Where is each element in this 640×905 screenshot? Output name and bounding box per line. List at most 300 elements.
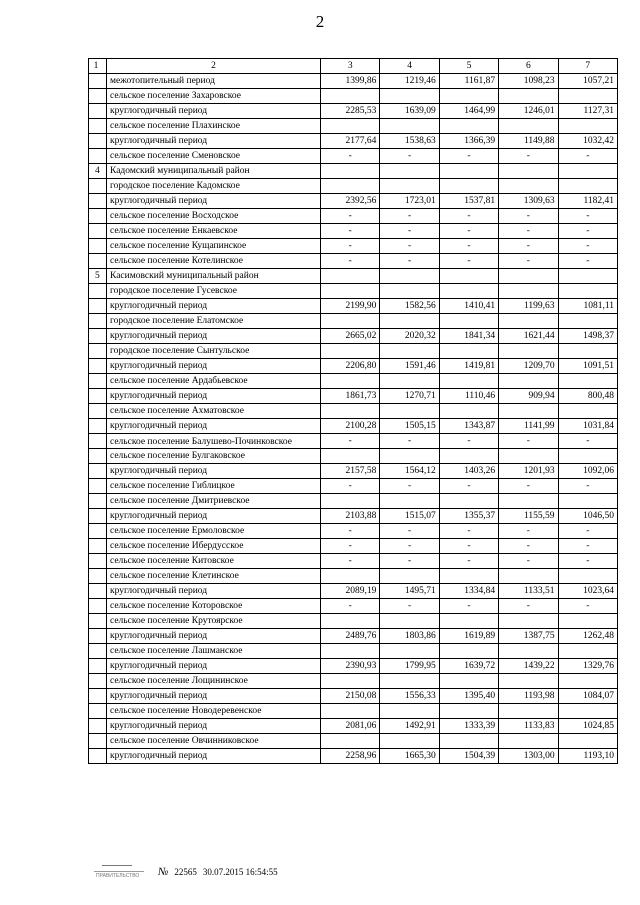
- value-cell: -: [380, 239, 439, 254]
- value-cell: -: [439, 209, 498, 224]
- value-cell: [499, 119, 558, 134]
- column-header: 1: [89, 59, 107, 74]
- value-cell: 1439,22: [499, 659, 558, 674]
- value-cell: -: [380, 539, 439, 554]
- row-label: круглогодичный период: [107, 584, 321, 599]
- row-label: Кадомский муниципальный район: [107, 164, 321, 179]
- value-cell: -: [499, 224, 558, 239]
- registration-stamp: [92, 861, 152, 883]
- row-number: [89, 134, 107, 149]
- row-label: круглогодичный период: [107, 194, 321, 209]
- row-number: [89, 434, 107, 449]
- value-cell: 2150,08: [321, 689, 380, 704]
- value-cell: 2199,90: [321, 299, 380, 314]
- value-cell: [558, 674, 617, 689]
- table-row: [89, 674, 618, 689]
- row-number: [89, 374, 107, 389]
- column-header: 5: [439, 59, 498, 74]
- row-number: [89, 344, 107, 359]
- value-cell: 1209,70: [499, 359, 558, 374]
- value-cell: -: [380, 224, 439, 239]
- table-row: [89, 119, 618, 134]
- table-row: [89, 614, 618, 629]
- value-cell: [499, 704, 558, 719]
- table-row: [89, 389, 618, 404]
- value-cell: 2020,32: [380, 329, 439, 344]
- value-cell: -: [380, 434, 439, 449]
- value-cell: 1537,81: [439, 194, 498, 209]
- value-cell: 2089,19: [321, 584, 380, 599]
- row-number: [89, 614, 107, 629]
- column-header: 3: [321, 59, 380, 74]
- row-number: [89, 389, 107, 404]
- value-cell: [499, 89, 558, 104]
- value-cell: 2206,80: [321, 359, 380, 374]
- value-cell: 1046,50: [558, 509, 617, 524]
- value-cell: 1092,06: [558, 464, 617, 479]
- value-cell: [558, 449, 617, 464]
- row-number: [89, 329, 107, 344]
- value-cell: [380, 89, 439, 104]
- value-cell: -: [380, 254, 439, 269]
- row-label: сельское поселение Захаровское: [107, 89, 321, 104]
- value-cell: -: [499, 434, 558, 449]
- value-cell: -: [439, 254, 498, 269]
- value-cell: [558, 374, 617, 389]
- value-cell: 2100,28: [321, 419, 380, 434]
- value-cell: 1564,12: [380, 464, 439, 479]
- value-cell: 1098,23: [499, 74, 558, 89]
- value-cell: [558, 494, 617, 509]
- table-row: [89, 569, 618, 584]
- row-number: [89, 464, 107, 479]
- value-cell: 1329,76: [558, 659, 617, 674]
- number-sign: №: [158, 866, 169, 878]
- value-cell: 800,48: [558, 389, 617, 404]
- value-cell: 1199,63: [499, 299, 558, 314]
- value-cell: 1504,39: [439, 749, 498, 764]
- row-label: сельское поселение Крутоярское: [107, 614, 321, 629]
- row-label: сельское поселение Новодеревенское: [107, 704, 321, 719]
- value-cell: [558, 119, 617, 134]
- row-label: сельское поселение Овчинниковское: [107, 734, 321, 749]
- value-cell: 1665,30: [380, 749, 439, 764]
- value-cell: [558, 179, 617, 194]
- value-cell: -: [558, 254, 617, 269]
- value-cell: [380, 284, 439, 299]
- value-cell: -: [439, 434, 498, 449]
- row-number: [89, 179, 107, 194]
- row-number: [89, 539, 107, 554]
- table-row: [89, 134, 618, 149]
- value-cell: -: [321, 209, 380, 224]
- value-cell: -: [558, 599, 617, 614]
- row-label: круглогодичный период: [107, 629, 321, 644]
- value-cell: 2157,58: [321, 464, 380, 479]
- row-number: [89, 509, 107, 524]
- value-cell: 1193,98: [499, 689, 558, 704]
- value-cell: [439, 569, 498, 584]
- value-cell: [380, 404, 439, 419]
- value-cell: 1309,63: [499, 194, 558, 209]
- row-label: сельское поселение Которовское: [107, 599, 321, 614]
- value-cell: -: [558, 239, 617, 254]
- value-cell: 2103,88: [321, 509, 380, 524]
- row-number: [89, 419, 107, 434]
- value-cell: 1303,00: [499, 749, 558, 764]
- value-cell: [380, 314, 439, 329]
- value-cell: 1182,41: [558, 194, 617, 209]
- value-cell: -: [321, 554, 380, 569]
- value-cell: 1141,99: [499, 419, 558, 434]
- row-number: [89, 494, 107, 509]
- table-row: [89, 179, 618, 194]
- row-number: [89, 404, 107, 419]
- table-row: [89, 314, 618, 329]
- row-label: круглогодичный период: [107, 329, 321, 344]
- table-row: [89, 479, 618, 494]
- value-cell: -: [380, 599, 439, 614]
- value-cell: -: [499, 479, 558, 494]
- table-row: [89, 164, 618, 179]
- value-cell: -: [380, 149, 439, 164]
- table-row: [89, 434, 618, 449]
- value-cell: [558, 569, 617, 584]
- row-label: круглогодичный период: [107, 134, 321, 149]
- value-cell: 1161,87: [439, 74, 498, 89]
- value-cell: 1464,99: [439, 104, 498, 119]
- value-cell: 1133,83: [499, 719, 558, 734]
- value-cell: -: [558, 224, 617, 239]
- row-number: [89, 749, 107, 764]
- value-cell: [439, 314, 498, 329]
- column-header: 2: [107, 59, 321, 74]
- column-header: 6: [499, 59, 558, 74]
- table-row: [89, 359, 618, 374]
- row-label: сельское поселение Ардабьевское: [107, 374, 321, 389]
- row-number: [89, 89, 107, 104]
- table-row: [89, 404, 618, 419]
- value-cell: 1492,91: [380, 719, 439, 734]
- row-label: сельское поселение Балушево-Починковское: [107, 434, 321, 449]
- value-cell: 1149,88: [499, 134, 558, 149]
- value-cell: [321, 449, 380, 464]
- row-number: [89, 254, 107, 269]
- value-cell: [439, 734, 498, 749]
- row-label: круглогодичный период: [107, 389, 321, 404]
- value-cell: [321, 374, 380, 389]
- row-number: [89, 119, 107, 134]
- stamp-label: ПРАВИТЕЛЬСТВО: [96, 873, 140, 879]
- value-cell: -: [558, 209, 617, 224]
- table-row: [89, 464, 618, 479]
- value-cell: [321, 269, 380, 284]
- row-number: [89, 719, 107, 734]
- value-cell: [380, 569, 439, 584]
- value-cell: -: [439, 149, 498, 164]
- table-row: [89, 329, 618, 344]
- value-cell: [380, 644, 439, 659]
- row-label: сельское поселение Дмитриевское: [107, 494, 321, 509]
- value-cell: -: [558, 539, 617, 554]
- value-cell: 1133,51: [499, 584, 558, 599]
- value-cell: [499, 614, 558, 629]
- value-cell: 1262,48: [558, 629, 617, 644]
- tariff-table-body: [89, 59, 618, 764]
- value-cell: 1355,37: [439, 509, 498, 524]
- row-number: [89, 284, 107, 299]
- value-cell: 1495,71: [380, 584, 439, 599]
- value-cell: -: [321, 149, 380, 164]
- table-row: [89, 659, 618, 674]
- value-cell: [439, 644, 498, 659]
- value-cell: -: [558, 149, 617, 164]
- row-number: [89, 224, 107, 239]
- row-label: круглогодичный период: [107, 689, 321, 704]
- value-cell: -: [499, 599, 558, 614]
- value-cell: [321, 164, 380, 179]
- value-cell: [321, 494, 380, 509]
- row-label: сельское поселение Восходское: [107, 209, 321, 224]
- tariff-table: [88, 58, 618, 764]
- value-cell: 1639,09: [380, 104, 439, 119]
- table-row: [89, 599, 618, 614]
- table-row: [89, 524, 618, 539]
- value-cell: [321, 179, 380, 194]
- value-cell: [321, 314, 380, 329]
- value-cell: [499, 164, 558, 179]
- value-cell: [558, 284, 617, 299]
- value-cell: [499, 374, 558, 389]
- value-cell: 1387,75: [499, 629, 558, 644]
- row-number: [89, 689, 107, 704]
- value-cell: [499, 449, 558, 464]
- document-footer: [92, 861, 278, 883]
- value-cell: 1419,81: [439, 359, 498, 374]
- value-cell: 2258,96: [321, 749, 380, 764]
- value-cell: [439, 344, 498, 359]
- row-label: сельское поселение Лощининское: [107, 674, 321, 689]
- value-cell: [558, 269, 617, 284]
- value-cell: [439, 674, 498, 689]
- value-cell: [439, 269, 498, 284]
- value-cell: 1619,89: [439, 629, 498, 644]
- value-cell: [558, 404, 617, 419]
- value-cell: [558, 89, 617, 104]
- table-row: [89, 149, 618, 164]
- row-number: [89, 74, 107, 89]
- value-cell: [439, 614, 498, 629]
- value-cell: [499, 314, 558, 329]
- value-cell: [380, 704, 439, 719]
- value-cell: 1556,33: [380, 689, 439, 704]
- row-number: [89, 524, 107, 539]
- value-cell: 2390,93: [321, 659, 380, 674]
- row-number: [89, 239, 107, 254]
- value-cell: [380, 179, 439, 194]
- table-row: [89, 644, 618, 659]
- row-label: круглогодичный период: [107, 464, 321, 479]
- value-cell: 1193,10: [558, 749, 617, 764]
- value-cell: [321, 569, 380, 584]
- row-label: сельское поселение Клетинское: [107, 569, 321, 584]
- value-cell: 1621,44: [499, 329, 558, 344]
- row-label: городское поселение Елатомское: [107, 314, 321, 329]
- value-cell: 1081,11: [558, 299, 617, 314]
- value-cell: [439, 179, 498, 194]
- row-number: [89, 314, 107, 329]
- value-cell: -: [380, 479, 439, 494]
- row-label: сельское поселение Енкаевское: [107, 224, 321, 239]
- value-cell: [380, 344, 439, 359]
- value-cell: 1403,26: [439, 464, 498, 479]
- row-number: [89, 674, 107, 689]
- row-label: круглогодичный период: [107, 719, 321, 734]
- table-row: [89, 494, 618, 509]
- value-cell: [499, 494, 558, 509]
- value-cell: 1399,86: [321, 74, 380, 89]
- value-cell: 2489,76: [321, 629, 380, 644]
- value-cell: 1201,93: [499, 464, 558, 479]
- row-label: сельское поселение Ермоловское: [107, 524, 321, 539]
- value-cell: 2177,64: [321, 134, 380, 149]
- value-cell: 1270,71: [380, 389, 439, 404]
- value-cell: 1091,51: [558, 359, 617, 374]
- value-cell: [499, 674, 558, 689]
- row-number: 5: [89, 269, 107, 284]
- value-cell: [380, 614, 439, 629]
- value-cell: 1110,46: [439, 389, 498, 404]
- value-cell: -: [499, 149, 558, 164]
- row-number: [89, 209, 107, 224]
- value-cell: -: [439, 599, 498, 614]
- value-cell: -: [439, 479, 498, 494]
- value-cell: [499, 284, 558, 299]
- value-cell: 1591,46: [380, 359, 439, 374]
- table-row: [89, 749, 618, 764]
- value-cell: 1582,56: [380, 299, 439, 314]
- value-cell: -: [321, 599, 380, 614]
- table-row: [89, 224, 618, 239]
- row-number: [89, 659, 107, 674]
- row-label: сельское поселение Лашманское: [107, 644, 321, 659]
- value-cell: -: [321, 254, 380, 269]
- value-cell: -: [321, 539, 380, 554]
- row-label: круглогодичный период: [107, 419, 321, 434]
- row-number: [89, 569, 107, 584]
- value-cell: 1032,42: [558, 134, 617, 149]
- value-cell: 1343,87: [439, 419, 498, 434]
- table-row: [89, 554, 618, 569]
- table-row: [89, 269, 618, 284]
- value-cell: -: [499, 254, 558, 269]
- value-cell: [321, 674, 380, 689]
- value-cell: [380, 734, 439, 749]
- table-row: [89, 539, 618, 554]
- row-label: сельское поселение Гиблицкое: [107, 479, 321, 494]
- value-cell: [558, 644, 617, 659]
- value-cell: [380, 164, 439, 179]
- value-cell: -: [321, 524, 380, 539]
- table-row: [89, 299, 618, 314]
- value-cell: -: [499, 524, 558, 539]
- value-cell: 1841,34: [439, 329, 498, 344]
- table-row: [89, 689, 618, 704]
- value-cell: [321, 284, 380, 299]
- table-header-row: [89, 59, 618, 74]
- value-cell: 1723,01: [380, 194, 439, 209]
- row-label: круглогодичный период: [107, 104, 321, 119]
- value-cell: [499, 269, 558, 284]
- value-cell: [439, 704, 498, 719]
- value-cell: [499, 404, 558, 419]
- row-label: круглогодичный период: [107, 659, 321, 674]
- value-cell: -: [380, 554, 439, 569]
- value-cell: [558, 614, 617, 629]
- table-row: [89, 449, 618, 464]
- value-cell: [558, 344, 617, 359]
- value-cell: [439, 449, 498, 464]
- value-cell: 2665,02: [321, 329, 380, 344]
- value-cell: -: [321, 239, 380, 254]
- value-cell: -: [380, 524, 439, 539]
- value-cell: [439, 284, 498, 299]
- column-header: 7: [558, 59, 617, 74]
- value-cell: 1395,40: [439, 689, 498, 704]
- value-cell: 1127,31: [558, 104, 617, 119]
- table-row: [89, 74, 618, 89]
- row-number: [89, 584, 107, 599]
- value-cell: [380, 269, 439, 284]
- row-label: городское поселение Сынтульское: [107, 344, 321, 359]
- value-cell: -: [321, 224, 380, 239]
- table-row: [89, 629, 618, 644]
- value-cell: [499, 344, 558, 359]
- value-cell: -: [321, 434, 380, 449]
- value-cell: [321, 119, 380, 134]
- table-row: [89, 209, 618, 224]
- table-row: [89, 194, 618, 209]
- row-label: круглогодичный период: [107, 359, 321, 374]
- row-number: [89, 104, 107, 119]
- row-label: круглогодичный период: [107, 509, 321, 524]
- value-cell: 2285,53: [321, 104, 380, 119]
- value-cell: -: [558, 434, 617, 449]
- table-row: [89, 704, 618, 719]
- table-row: [89, 344, 618, 359]
- document-number: 22565: [174, 867, 197, 877]
- value-cell: -: [380, 209, 439, 224]
- row-label: сельское поселение Булгаковское: [107, 449, 321, 464]
- value-cell: -: [499, 554, 558, 569]
- value-cell: [499, 179, 558, 194]
- value-cell: -: [499, 209, 558, 224]
- value-cell: -: [439, 224, 498, 239]
- value-cell: 1515,07: [380, 509, 439, 524]
- table-row: [89, 584, 618, 599]
- value-cell: 1057,21: [558, 74, 617, 89]
- value-cell: 1538,63: [380, 134, 439, 149]
- value-cell: [499, 644, 558, 659]
- value-cell: [380, 494, 439, 509]
- value-cell: [321, 734, 380, 749]
- value-cell: 1366,39: [439, 134, 498, 149]
- value-cell: [439, 374, 498, 389]
- value-cell: 1155,59: [499, 509, 558, 524]
- table-row: [89, 239, 618, 254]
- value-cell: [439, 89, 498, 104]
- table-row: [89, 509, 618, 524]
